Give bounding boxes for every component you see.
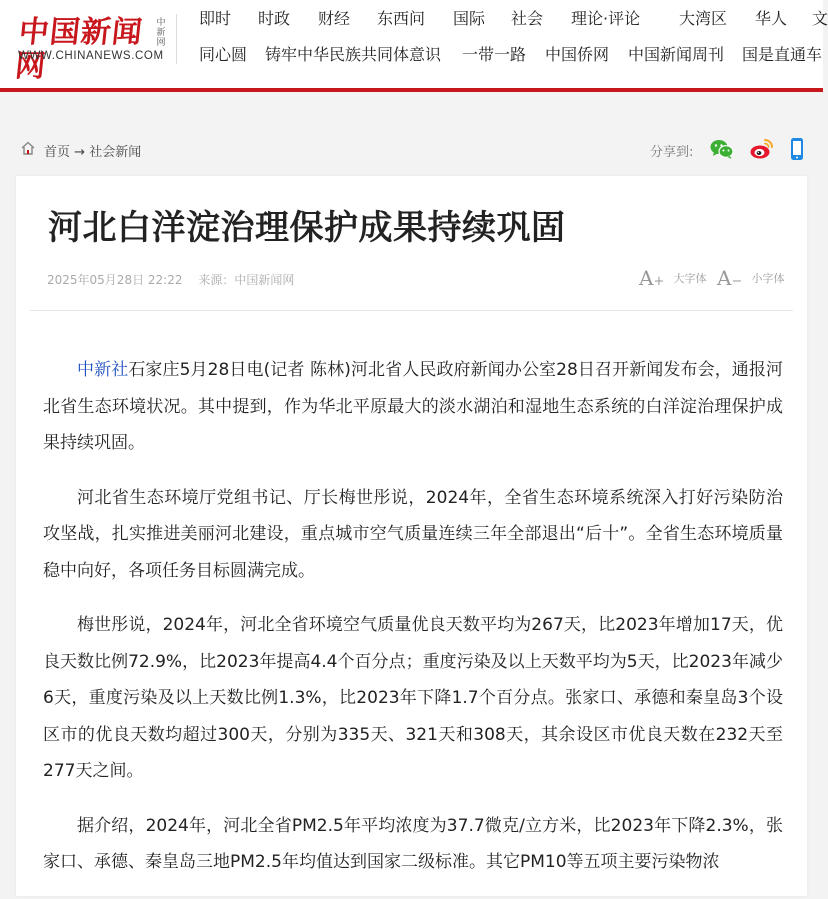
article-paragraph-4: 据介绍，2024年，河北全省PM2.5年平均浓度为37.7微克/立方米，比2023年下降2.3%，张家口、承德、秦皇岛三地PM2.5年均值达到国家二级标准。其它PM10等五项主要污染物浓 xyxy=(43,815,783,872)
font-increase-icon: A+ xyxy=(639,266,665,290)
font-small-label: 小字体 xyxy=(751,272,785,285)
logo-url: WWW.CHINANEWS.COM xyxy=(18,50,164,62)
font-small-button[interactable] xyxy=(717,266,784,290)
logo-tag: 中新网 xyxy=(156,18,166,48)
nav-item-zhulao[interactable]: 铸牢中华民族共同体意识 xyxy=(265,45,442,64)
breadcrumb-arrow: → xyxy=(74,145,86,160)
lead-paragraph-text: 石家庄5月28日电(记者 陈林)河北省人民政府新闻办公室28日召开新闻发布会，通报河北省生态环境状况。其中提到，作为华北平原最大的淡水湖泊和湿地生态系统的白洋淀治理保护成果持续巩固。 xyxy=(43,360,784,453)
nav-item-zhoukan[interactable]: 中国新闻周刊 xyxy=(628,45,725,64)
nav-item-tongxinyuan[interactable]: 同心圆 xyxy=(199,45,248,64)
nav-item-lilun-pinglun[interactable]: 理论·评论 xyxy=(571,9,641,28)
article-card xyxy=(16,176,807,896)
mobile-icon[interactable] xyxy=(784,136,810,162)
breadcrumb xyxy=(44,141,141,160)
nav-item-huaren[interactable]: 华人 xyxy=(755,9,788,28)
font-large-label: 大字体 xyxy=(673,272,707,285)
nav-item-jishi[interactable]: 即时 xyxy=(199,9,232,28)
nav-item-shehui[interactable]: 社会 xyxy=(511,9,544,28)
breadcrumb-section[interactable]: 社会新闻 xyxy=(89,145,142,160)
lead-source-link[interactable]: 中新社 xyxy=(77,360,129,380)
nav-divider xyxy=(176,14,177,64)
nav-item-caijing[interactable]: 财经 xyxy=(318,9,351,28)
article-paragraph-2: 河北省生态环境厅党组书记、厅长梅世彤说，2024年，全省生态环境系统深入打好污染防治攻坚战，扎实推进美丽河北建设，重点城市空气质量连续三年全部退出“后十”。全省生态环境质量稳中向好，各项任务目标圆满完成。 xyxy=(43,487,783,581)
home-icon[interactable] xyxy=(20,140,36,156)
site-logo[interactable] xyxy=(13,14,167,84)
article-paragraph-1 xyxy=(43,352,783,462)
site-header xyxy=(0,0,828,88)
logo-wordmark: 中国新闻网 xyxy=(13,15,145,84)
article-meta xyxy=(47,271,294,288)
nav-item-qiaowang[interactable]: 中国侨网 xyxy=(545,45,610,64)
nav-item-yidaiyilu[interactable]: 一带一路 xyxy=(462,45,527,64)
nav-item-guoji[interactable]: 国际 xyxy=(453,9,486,28)
font-decrease-icon: A− xyxy=(717,266,743,290)
weibo-icon[interactable] xyxy=(749,136,775,162)
article-body xyxy=(43,352,783,899)
article-source: 来源：中国新闻网 xyxy=(198,273,295,287)
share-label: 分享到: xyxy=(650,145,694,160)
breadcrumb-home[interactable]: 首页 xyxy=(44,145,71,160)
font-large-button[interactable] xyxy=(639,266,706,290)
meta-divider xyxy=(30,310,793,311)
breadcrumb-bar xyxy=(0,92,823,176)
nav-item-wen[interactable]: 文 xyxy=(812,9,828,28)
nav-item-guoshi[interactable]: 国是直通车 xyxy=(742,45,823,64)
article-paragraph-3: 梅世彤说，2024年，河北全省环境空气质量优良天数平均为267天，比2023年增加17天，优良天数比例72.9%，比2023年提高4.4个百分点；重度污染及以上天数平均为5天，比2023年减少6天，重度污染及以上天数比例1.3%，比2023年下降1.7个百分点。张家口、承德和秦皇岛3个设区市的优良天数均超过300天，分别为335天、321天和308天，其余设区市优良天数在232天至277天之间。 xyxy=(43,615,783,781)
wechat-icon[interactable] xyxy=(709,136,735,162)
nav-item-dongxiwen[interactable]: 东西问 xyxy=(377,9,426,28)
article-title: 河北白洋淀治理保护成果持续巩固 xyxy=(48,208,566,248)
nav-item-dawanqu[interactable]: 大湾区 xyxy=(679,9,728,28)
nav-item-shizheng[interactable]: 时政 xyxy=(258,9,291,28)
article-date: 2025年05月28日 22:22 xyxy=(47,273,183,287)
